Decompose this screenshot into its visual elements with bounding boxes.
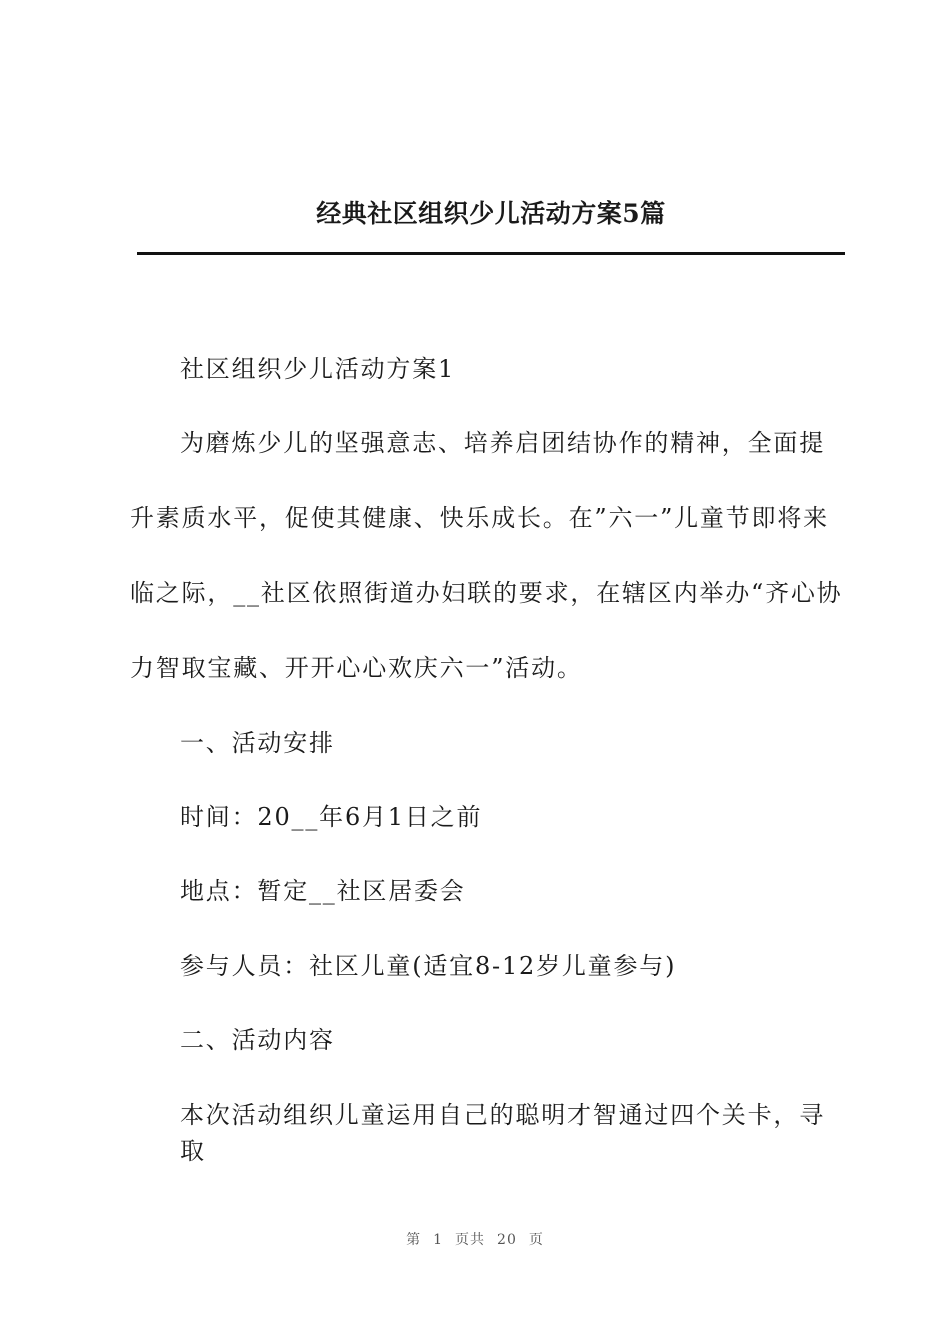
footer-page-suffix: 页 bbox=[528, 1232, 544, 1248]
heading-activity-content: 二、活动内容 bbox=[180, 1026, 335, 1054]
document-title: 经典社区组织少儿活动方案5篇 bbox=[316, 199, 666, 228]
activity-participants: 参与人员：社区儿童(适宜8-12岁儿童参与) bbox=[180, 952, 677, 980]
intro-paragraph: 为磨炼少儿的坚强意志、培养启团结协作的精神，全面提升素质水平，促使其健康、快乐成长。在”六一”儿童节即将来临之际，__社区依照街道办妇联的要求，在辖区内举办“齐心协力智取宝藏、开开心心欢庆六一”活动。 bbox=[130, 429, 843, 682]
activity-time: 时间：20__年6月1日之前 bbox=[180, 803, 483, 831]
page-footer bbox=[0, 1229, 950, 1249]
title-underline-rule bbox=[137, 252, 845, 255]
content-paragraph: 本次活动组织儿童运用自己的聪明才智通过四个关卡，寻取 bbox=[180, 1101, 825, 1165]
footer-page-middle: 页共 bbox=[455, 1232, 486, 1248]
footer-page-total: 20 bbox=[497, 1232, 517, 1248]
heading-activity-arrangement: 一、活动安排 bbox=[180, 729, 335, 757]
footer-page-number: 1 bbox=[433, 1232, 444, 1248]
section-heading-plan-1: 社区组织少儿活动方案1 bbox=[180, 355, 456, 383]
activity-location: 地点：暂定__社区居委会 bbox=[180, 877, 466, 905]
footer-page-prefix: 第 bbox=[406, 1232, 422, 1248]
